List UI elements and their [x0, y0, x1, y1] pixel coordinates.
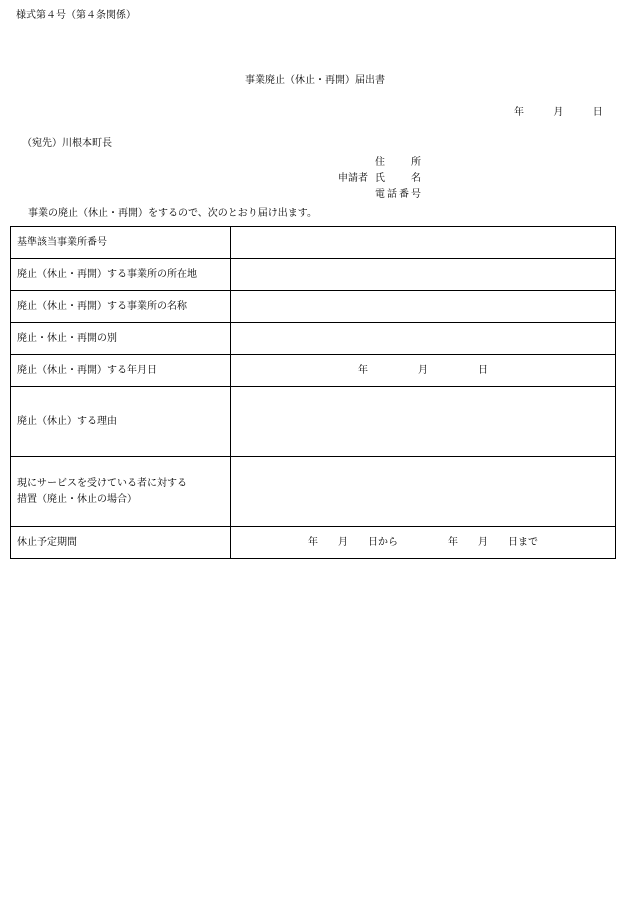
row-label-date: 廃止（休止・再開）する年月日 [11, 355, 231, 387]
row-label-office-address: 廃止（休止・再開）する事業所の所在地 [11, 259, 231, 291]
row-label-office-number: 基準該当事業所番号 [11, 227, 231, 259]
row-label-type: 廃止・休止・再開の別 [11, 323, 231, 355]
table-row [11, 355, 616, 387]
row-label-reason: 廃止（休止）する理由 [11, 387, 231, 457]
row-label-office-name: 廃止（休止・再開）する事業所の名称 [11, 291, 231, 323]
suspension-period-field[interactable]: 年 月 日から 年 月 日まで [231, 527, 616, 559]
table-row [11, 527, 616, 559]
row-label-suspension-period: 休止予定期間 [11, 527, 231, 559]
table-row [11, 291, 616, 323]
measures-field[interactable] [231, 457, 616, 527]
effective-date-field[interactable]: 年 月 日 [231, 355, 616, 387]
form-table [10, 226, 616, 559]
table-row [11, 227, 616, 259]
table-row [11, 457, 616, 527]
reason-field[interactable] [231, 387, 616, 457]
measures-label-line2: 措置（廃止・休止の場合） [17, 493, 137, 505]
office-name-field[interactable] [231, 291, 616, 323]
applicant-name-label: 氏 名 [375, 173, 421, 184]
applicant-prefix: 申請者 [338, 173, 368, 184]
measures-label-line1: 現にサービスを受けている者に対する [17, 477, 187, 489]
row-label-measures [11, 457, 231, 527]
statement: 事業の廃止（休止・再開）をするので、次のとおり届け出ます。 [28, 208, 317, 219]
form-number: 様式第４号（第４条関係） [16, 10, 136, 21]
table-row [11, 259, 616, 291]
applicant-address-label: 住 所 [375, 157, 421, 168]
date-year-label: 年 [514, 107, 524, 118]
date-day-label: 日 [592, 107, 603, 118]
office-number-field[interactable] [231, 227, 616, 259]
type-field[interactable] [231, 323, 616, 355]
addressee: （宛先）川根本町長 [22, 138, 112, 149]
applicant-phone-label: 電話番号 [375, 189, 421, 200]
table-row [11, 323, 616, 355]
submission-date [514, 108, 603, 118]
office-address-field[interactable] [231, 259, 616, 291]
applicant-block [338, 155, 421, 203]
date-month-label: 月 [553, 107, 564, 118]
document-title: 事業廃止（休止・再開）届出書 [245, 75, 385, 86]
table-row [11, 387, 616, 457]
